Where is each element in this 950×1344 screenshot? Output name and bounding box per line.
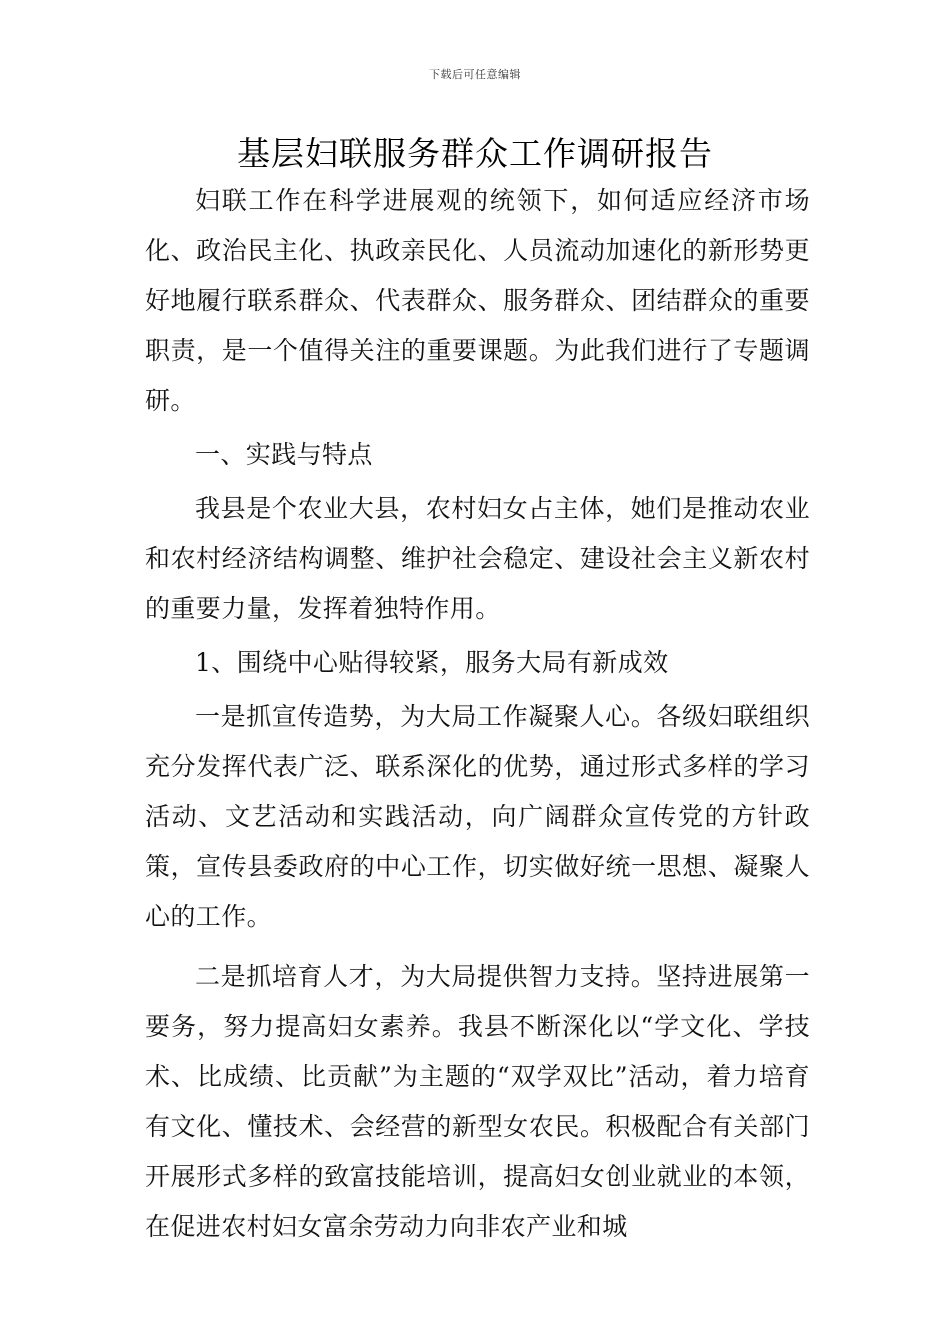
county-overview-paragraph: 我县是个农业大县，农村妇女占主体，她们是推动农业和农村经济结构调整、维护社会稳定、建设社会主义新农村的重要力量，发挥着独特作用。 [145, 494, 810, 623]
subsection-heading-1: 1、围绕中心贴得较紧，服务大局有新成效 [195, 648, 669, 677]
intro-paragraph: 妇联工作在科学进展观的统领下，如何适应经济市场化、政治民主化、执政亲民化、人员流动加速化的新形势更好地履行联系群众、代表群众、服务群众、团结群众的重要职责，是一个值得关注的重要课题。为此我们进行了专题调研。 [145, 186, 810, 415]
publicity-paragraph: 一是抓宣传造势，为大局工作凝聚人心。各级妇联组织充分发挥代表广泛、联系深化的优势，通过形式多样的学习活动、文艺活动和实践活动，向广阔群众宣传党的方针政策，宣传县委政府的中心工作，切实做好统一思想、凝聚人心的工作。 [145, 702, 810, 931]
header-note: 下载后可任意编辑 [429, 68, 521, 81]
document-body [145, 176, 810, 1252]
document-title: 基层妇联服务群众工作调研报告 [237, 134, 713, 173]
section-heading-practice: 一、实践与特点 [195, 440, 373, 469]
talent-paragraph: 二是抓培育人才，为大局提供智力支持。坚持进展第一要务，努力提高妇女素养。我县不断深化以“学文化、学技术、比成绩、比贡献”为主题的“双学双比”活动，着力培育有文化、懂技术、会经营的新型女农民。积极配合有关部门开展形式多样的致富技能培训，提高妇女创业就业的本领，在促进农村妇女富余劳动力向非农产业和城 [145, 962, 810, 1241]
